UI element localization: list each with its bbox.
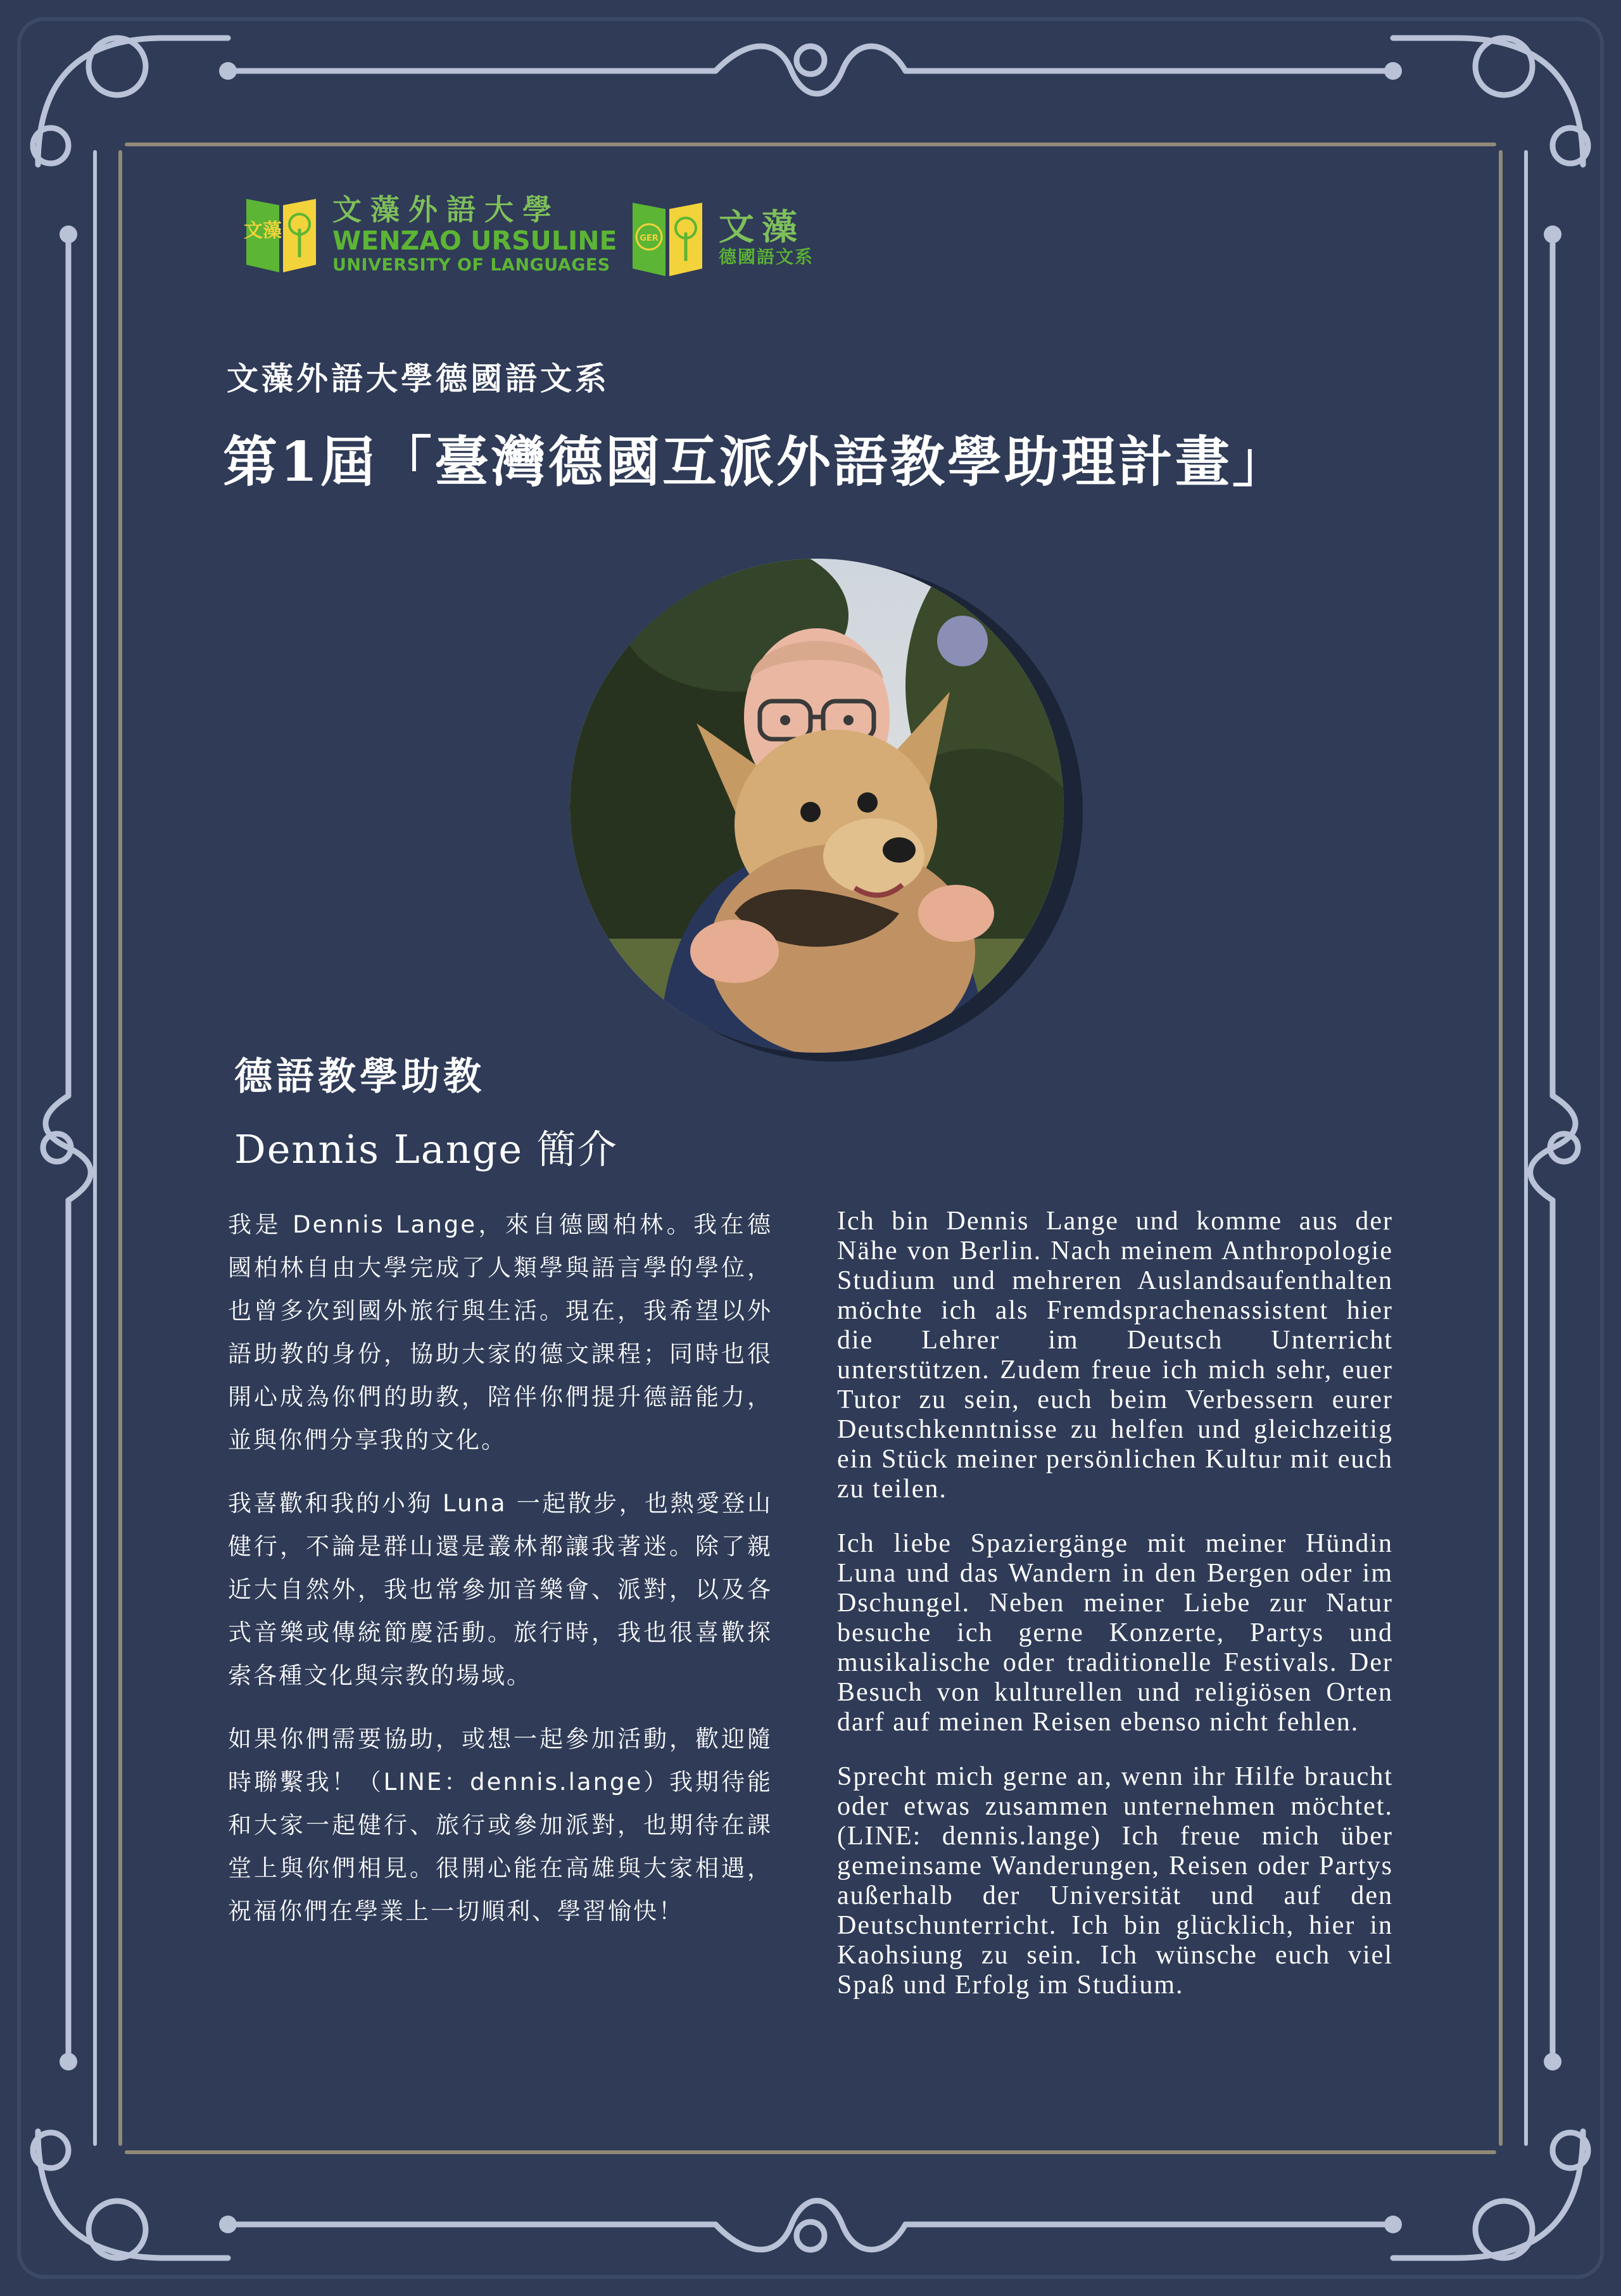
portrait-photo [570,559,1064,1053]
department-logo [630,198,814,279]
department-emblem-icon [630,198,705,279]
dept-badge-text: GER [640,234,659,243]
logo-badge-text: 文藻 [244,220,282,242]
logo-name-en-sub: UNIVERSITY OF LANGUAGES [332,255,610,275]
dept-logo-name: 文藻 [719,206,805,248]
university-logo [244,193,617,276]
name-heading: Dennis Lange 簡介 [234,1126,618,1172]
intro-german-column [837,1207,1393,2025]
intro-de-paragraph: Ich liebe Spaziergänge mit meiner Hündin Luna und das Wandern in den Bergen oder im Dschungel. Neben meiner Liebe zur Natur besuche ich gerne Konzerte, Partys und musikalische oder traditionelle Festivals. Der Besuch von kulturellen und religiösen Orten darf auf meinen Reisen ebenso nicht fehlen. [837,1529,1393,1737]
intro-chinese-column [228,1203,773,1953]
logo-name-zh: 文藻外語大學 [332,193,560,227]
intro-zh-paragraph: 如果你們需要協助，或想一起參加活動，歡迎隨時聯繫我！（LINE：dennis.lange）我期待能和大家一起健行、旅行或參加派對，也期待在課堂上與你們相見。很開心能在高雄與大家相遇，祝福你們在學業上一切順利、學習愉快！ [228,1725,773,1925]
role-heading: 德語教學助教 [234,1055,485,1099]
dept-logo-sub: 德國語文系 [719,246,814,267]
photo-circle [570,559,1064,1053]
intro-de-paragraph: Sprecht mich gerne an, wenn ihr Hilfe braucht oder etwas zusammen unternehmen möchtet. (LINE: dennis.lange) Ich freue mich über gemeinsame Wanderungen, Reisen oder Partys außerhalb der Universität und auf den Deutschunterricht. Ich bin glücklich, hier in Kaohsiung zu sein. Ich wünsche euch viel Spaß und Erfolg im Studium. [837,1762,1393,2000]
intro-de-paragraph: Ich bin Dennis Lange und komme aus der Nähe von Berlin. Nach meinem Anthropologie Studium und mehreren Auslandsaufenthalten möchte ich als Fremdsprachenassistent hier die Lehrer im Deutsch Unterricht unterstützen. Zudem freue ich mich sehr, euer Tutor zu sein, euch beim Verbessern eurer Deutschkenntnisse zu helfen und gleichzeitig ein Stück meiner persönlichen Kultur mit euch zu teilen. [837,1207,1393,1504]
intro-zh-paragraph: 我喜歡和我的小狗 Luna 一起散步，也熱愛登山健行，不論是群山還是叢林都讓我著迷。除了親近大自然外，我也常參加音樂會、派對，以及各式音樂或傳統節慶活動。旅行時，我也很喜歡探索各種文化與宗教的場域。 [228,1490,773,1689]
book-emblem-icon [244,194,319,275]
department-heading: 文藻外語大學德國語文系 [227,360,610,397]
logo-name-en: WENZAO URSULINE [332,225,617,256]
page-title: 第1屆「臺灣德國互派外語教學助理計畫」 [223,430,1289,494]
intro-zh-paragraph: 我是 Dennis Lange，來自德國柏林。我在德國柏林自由大學完成了人類學與語言學的學位，也曾多次到國外旅行與生活。現在，我希望以外語助教的身份，協助大家的德文課程；同時也很開心成為你們的助教，陪伴你們提升德語能力，並與你們分享我的文化。 [228,1211,773,1454]
